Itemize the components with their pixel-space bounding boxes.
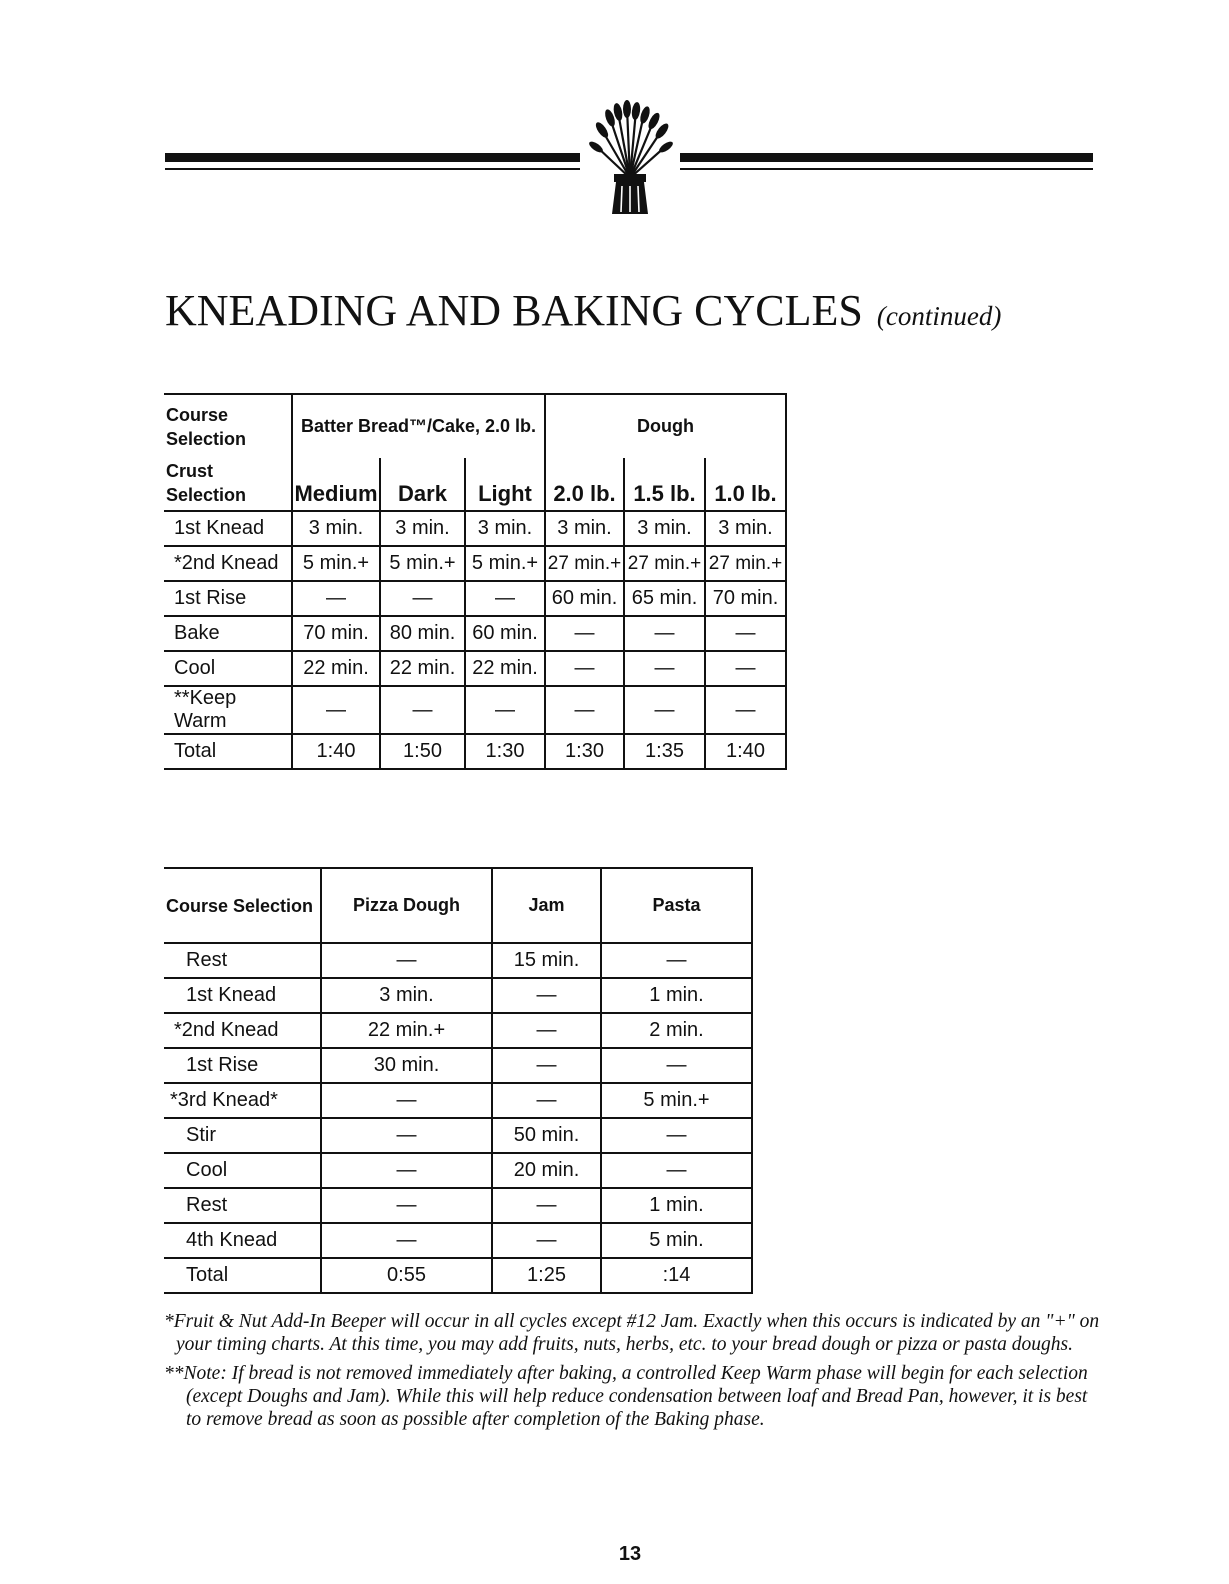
cell: 27 min.+ xyxy=(705,546,786,581)
cell: 5 min.+ xyxy=(465,546,545,581)
wheat-sheaf-icon xyxy=(580,100,680,218)
cell: — xyxy=(492,1083,601,1118)
cell: — xyxy=(380,686,465,734)
cell: 27 min.+ xyxy=(624,546,705,581)
column-header-jam: Jam xyxy=(492,868,601,943)
cell: 5 min.+ xyxy=(601,1083,752,1118)
cell: 15 min. xyxy=(492,943,601,978)
table-row xyxy=(164,978,752,1013)
cell: — xyxy=(601,1048,752,1083)
cell: — xyxy=(321,943,492,978)
table-row xyxy=(164,616,786,651)
group-header-batter-bread: Batter Bread™/Cake, 2.0 lb. xyxy=(292,394,545,458)
footnote-fruit-nut-beeper: *Fruit & Nut Add-In Beeper will occur in all cycles except #12 Jam. Exactly when this occurs is indicated by an "+" on your timing charts. At this time, you may add fruits, nuts, herbs, etc. to your bread dough or pizza or pasta doughs. xyxy=(164,1311,1100,1355)
cell: 70 min. xyxy=(705,581,786,616)
crust-2-0-lb: 2.0 lb. xyxy=(545,458,624,511)
table-row xyxy=(164,1013,752,1048)
cell: 3 min. xyxy=(321,978,492,1013)
table-row xyxy=(164,686,786,734)
table-row xyxy=(164,511,786,546)
cell: 1:30 xyxy=(545,734,624,769)
cell: — xyxy=(380,581,465,616)
cell: 22 min. xyxy=(292,651,380,686)
cell: 20 min. xyxy=(492,1153,601,1188)
table-row xyxy=(164,1083,752,1118)
cell: — xyxy=(492,1188,601,1223)
table-row xyxy=(164,1048,752,1083)
group-header-dough: Dough xyxy=(545,394,786,458)
cell: — xyxy=(492,1013,601,1048)
table-row xyxy=(164,651,786,686)
cell: — xyxy=(601,1118,752,1153)
row-label: Stir xyxy=(164,1118,321,1153)
cell: 1:30 xyxy=(465,734,545,769)
cell: 0:55 xyxy=(321,1258,492,1293)
row-label: *3rd Knead* xyxy=(164,1083,321,1118)
cell: — xyxy=(545,616,624,651)
table-row xyxy=(164,1188,752,1223)
footnotes xyxy=(164,1310,1104,1437)
table-row xyxy=(164,1223,752,1258)
course-selection-header: Course Selection xyxy=(164,868,321,943)
table-row xyxy=(164,1258,752,1293)
row-label: 1st Rise xyxy=(164,581,292,616)
cell: 3 min. xyxy=(380,511,465,546)
cell: — xyxy=(321,1083,492,1118)
cell: 60 min. xyxy=(545,581,624,616)
cell: 1:35 xyxy=(624,734,705,769)
cell: 27 min.+ xyxy=(545,546,624,581)
row-label: Bake xyxy=(164,616,292,651)
cycles-table-pizza-jam-pasta xyxy=(164,867,753,1294)
crust-dark: Dark xyxy=(380,458,465,511)
cell: — xyxy=(705,651,786,686)
cell: 3 min. xyxy=(292,511,380,546)
table-row xyxy=(164,1118,752,1153)
cell: — xyxy=(321,1153,492,1188)
crust-medium: Medium xyxy=(292,458,380,511)
cell: 5 min.+ xyxy=(380,546,465,581)
cell: 1 min. xyxy=(601,978,752,1013)
cell: — xyxy=(601,943,752,978)
row-label: 4th Knead xyxy=(164,1223,321,1258)
cell: 60 min. xyxy=(465,616,545,651)
cell: 1:25 xyxy=(492,1258,601,1293)
cell: 80 min. xyxy=(380,616,465,651)
cell: 1:40 xyxy=(705,734,786,769)
cell: — xyxy=(465,581,545,616)
cell: — xyxy=(545,686,624,734)
cell: 2 min. xyxy=(601,1013,752,1048)
cell: — xyxy=(292,686,380,734)
cell: — xyxy=(321,1223,492,1258)
row-label: Total xyxy=(164,734,292,769)
cell: 3 min. xyxy=(705,511,786,546)
row-label: **Keep Warm xyxy=(164,686,292,734)
cell: 30 min. xyxy=(321,1048,492,1083)
cell: 1:50 xyxy=(380,734,465,769)
cell: — xyxy=(492,1048,601,1083)
row-label: *2nd Knead xyxy=(164,546,292,581)
cell: — xyxy=(492,978,601,1013)
cell: 1 min. xyxy=(601,1188,752,1223)
table-row xyxy=(164,581,786,616)
cell: — xyxy=(624,616,705,651)
cell: 5 min.+ xyxy=(292,546,380,581)
cell: 22 min. xyxy=(465,651,545,686)
table-row xyxy=(164,1153,752,1188)
cell: :14 xyxy=(601,1258,752,1293)
cell: 1:40 xyxy=(292,734,380,769)
course-selection-header: Course Selection xyxy=(164,394,292,458)
cell: 3 min. xyxy=(465,511,545,546)
crust-light: Light xyxy=(465,458,545,511)
row-label: 1st Knead xyxy=(164,511,292,546)
cell: — xyxy=(705,686,786,734)
table-row xyxy=(164,734,786,769)
row-label: *2nd Knead xyxy=(164,1013,321,1048)
row-label: Cool xyxy=(164,1153,321,1188)
page-title: KNEADING AND BAKING CYCLES (continued) xyxy=(165,286,1002,335)
cell: — xyxy=(321,1118,492,1153)
footnote-keep-warm: **Note: If bread is not removed immediately after baking, a controlled Keep Warm phase will begin for each selection (except Doughs and Jam). While this will help reduce condensation between loaf and Bread Pan, however, it is best to remove bread as soon as possible after completion of the Baking phase. xyxy=(164,1363,1088,1430)
cell: — xyxy=(705,616,786,651)
cell: — xyxy=(624,686,705,734)
cell: 5 min. xyxy=(601,1223,752,1258)
crust-1-5-lb: 1.5 lb. xyxy=(624,458,705,511)
table-row xyxy=(164,546,786,581)
column-header-pasta: Pasta xyxy=(601,868,752,943)
cell: 3 min. xyxy=(545,511,624,546)
cell: 65 min. xyxy=(624,581,705,616)
cell: — xyxy=(292,581,380,616)
cell: — xyxy=(492,1223,601,1258)
cell: — xyxy=(624,651,705,686)
cell: 22 min.+ xyxy=(321,1013,492,1048)
row-label: Rest xyxy=(164,943,321,978)
table-row xyxy=(164,943,752,978)
page-title-suffix: (continued) xyxy=(876,301,1002,331)
cell: — xyxy=(321,1188,492,1223)
page-number: 13 xyxy=(618,1543,642,1565)
cell: — xyxy=(545,651,624,686)
crust-selection-header: Crust Selection xyxy=(164,458,292,511)
row-label: 1st Knead xyxy=(164,978,321,1013)
cell: 50 min. xyxy=(492,1118,601,1153)
cell: — xyxy=(465,686,545,734)
cell: 70 min. xyxy=(292,616,380,651)
row-label: Rest xyxy=(164,1188,321,1223)
row-label: Total xyxy=(164,1258,321,1293)
cell: 3 min. xyxy=(624,511,705,546)
cell: 22 min. xyxy=(380,651,465,686)
cycles-table-bread-dough xyxy=(164,393,787,770)
row-label: Cool xyxy=(164,651,292,686)
column-header-pizza-dough: Pizza Dough xyxy=(321,868,492,943)
row-label: 1st Rise xyxy=(164,1048,321,1083)
cell: — xyxy=(601,1153,752,1188)
crust-1-0-lb: 1.0 lb. xyxy=(705,458,786,511)
